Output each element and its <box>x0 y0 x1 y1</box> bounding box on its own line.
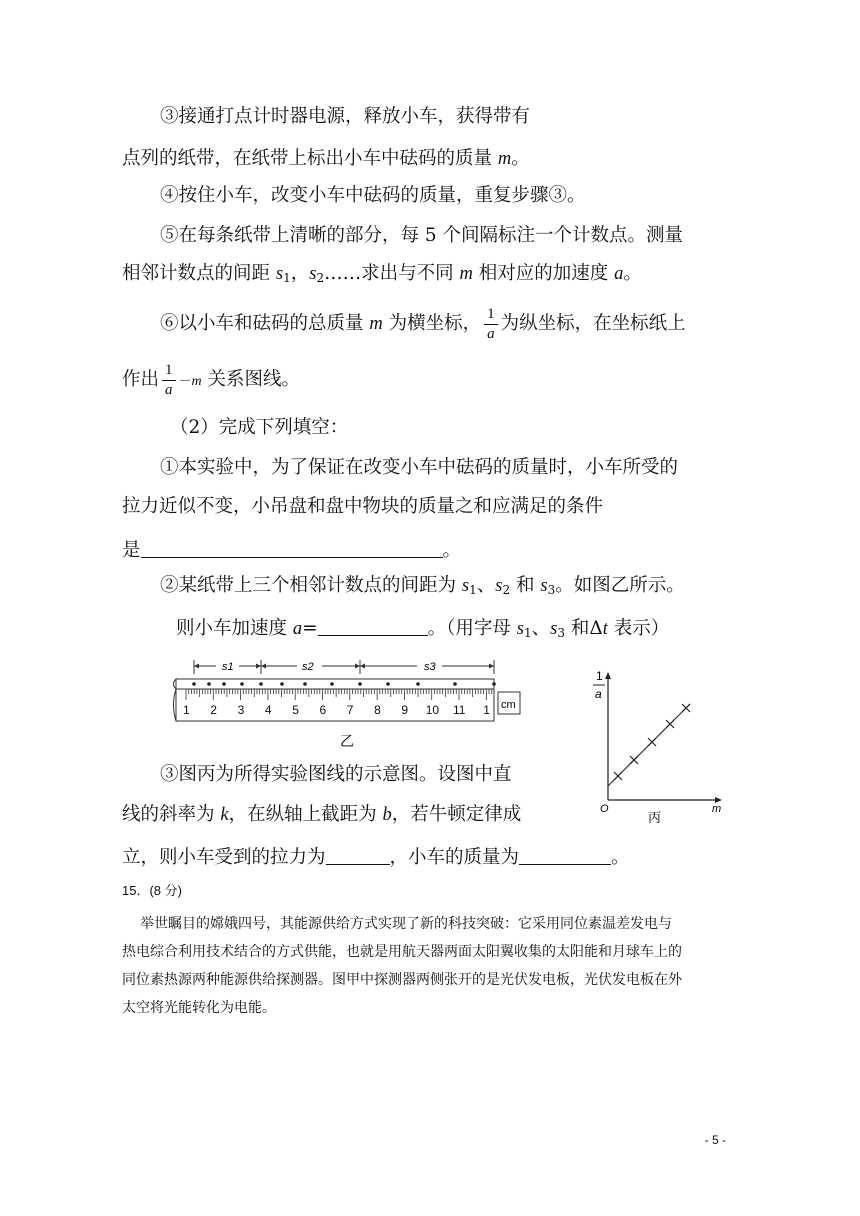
step3-line1: ③接通打点计时器电源，释放小车，获得带有 <box>160 106 531 127</box>
q15-para-line1: 举世瞩目的嫦娥四号，其能源供给方式实现了新的科技突破：它采用同位素温差发电与 <box>140 916 672 932</box>
fraction-1-over-a: $\frac{1}{a}$ <box>484 306 498 342</box>
data-point-cross <box>614 772 622 780</box>
label-s2: s2 <box>302 661 314 673</box>
ruler-number: 6 <box>319 703 327 717</box>
step4-line: ④按住小车，改变小车中砝码的质量，重复步骤③。 <box>160 185 586 206</box>
axes <box>608 676 718 800</box>
ruler-body <box>176 689 494 721</box>
q1-line1: ①本实验中，为了保证在改变小车中砝码的质量时，小车所受的 <box>160 457 679 478</box>
q15-para-line2: 热电综合利用技术结合的方式供能，也就是用航天器两面太阳翼收集的太阳能和月球车上的 <box>122 944 682 960</box>
ruler-number: 10 <box>425 703 440 717</box>
figure-caption-yi: 乙 <box>340 733 354 749</box>
ruler-number: 2 <box>210 703 217 717</box>
ruler-number: 1 <box>183 703 190 717</box>
q3-line3: 立，则小车受到的拉力为 ，小车的质量为 。 <box>122 847 630 868</box>
q15-para-line3: 同位素热源两种能源供给探测器。图甲中探测器两侧张开的是光伏发电板，光伏发电板在外 <box>122 972 682 988</box>
answer-blank-force[interactable] <box>326 846 390 865</box>
q2-line1: ②某纸带上三个相邻计数点的间距为 $s_1$、$s_2$ 和 $s_3$。如图乙所示。 <box>160 575 685 597</box>
ruler-number: 7 <box>346 703 354 717</box>
label-s1: s1 <box>222 661 234 673</box>
unit-label: cm <box>501 699 516 711</box>
data-point-cross <box>666 720 674 728</box>
answer-blank-acceleration[interactable] <box>318 617 428 636</box>
label-s3: s3 <box>424 661 436 673</box>
ruler-number: 11 <box>453 703 466 717</box>
q15-para-line4: 太空将光能转化为电能。 <box>122 1000 276 1016</box>
graph-figure <box>578 660 738 830</box>
page-number: - 5 - <box>704 1133 726 1147</box>
y-label-numerator: 1 <box>596 669 603 683</box>
q15-heading: 15．(8 分) <box>122 883 182 898</box>
ruler-number: 4 <box>264 703 272 717</box>
step6-line1: ⑥以小车和砝码的总质量 m 为横坐标， $\frac{1}{a}$ 为纵坐标，在坐标纸上 <box>160 306 686 342</box>
q3-line1: ③图丙为所得实验图线的示意图。设图中直 <box>160 764 512 785</box>
measurement-bracket <box>194 660 494 674</box>
data-point-cross <box>630 756 638 764</box>
y-axis-arrow <box>605 672 611 679</box>
q1-line3: 是 。 <box>122 540 462 561</box>
data-point-cross <box>648 738 656 746</box>
answer-blank-condition[interactable] <box>141 539 443 558</box>
step5-line1: ⑤在每条纸带上清晰的部分，每 5 个间隔标注一个计数点。测量 <box>160 225 684 246</box>
part2-heading: （2）完成下列填空： <box>170 417 349 438</box>
origin-label: O <box>600 803 609 815</box>
ruler-number: 1 <box>483 703 490 717</box>
ruler-number: 8 <box>374 703 381 717</box>
q3-line2: 线的斜率为 k，在纵轴上截距为 b，若牛顿定律成 <box>122 804 522 825</box>
ruler-number: 3 <box>237 703 245 717</box>
q2-line2: 则小车加速度 a= 。（用字母 $s_1$、$s_3$ 和Δt 表示） <box>176 618 670 640</box>
figure-caption-bing: 丙 <box>648 810 662 825</box>
ruler-number: 5 <box>292 703 299 717</box>
y-label-denominator: a <box>595 687 602 701</box>
ruler-figure <box>172 652 528 752</box>
x-label: m <box>712 803 722 815</box>
data-point-cross <box>682 704 690 712</box>
step3-line2: 点列的纸带，在纸带上标出小车中砝码的质量 m。 <box>122 148 530 169</box>
step5-line2: 相邻计数点的间距 $s_1$，$s_2\dots\dots$求出与不同 m 相对应的加速度 a。 <box>122 263 642 285</box>
ruler-number: 9 <box>401 703 409 717</box>
answer-blank-mass[interactable] <box>519 846 611 865</box>
q1-line2: 拉力近似不变，小吊盘和盘中物块的质量之和应满足的条件 <box>122 496 604 517</box>
fraction-1-over-a-2: $\frac{1}{a}$ <box>162 362 176 398</box>
step6-line2: 作出 $\frac{1}{a}$ －m 关系图线。 <box>122 362 301 398</box>
